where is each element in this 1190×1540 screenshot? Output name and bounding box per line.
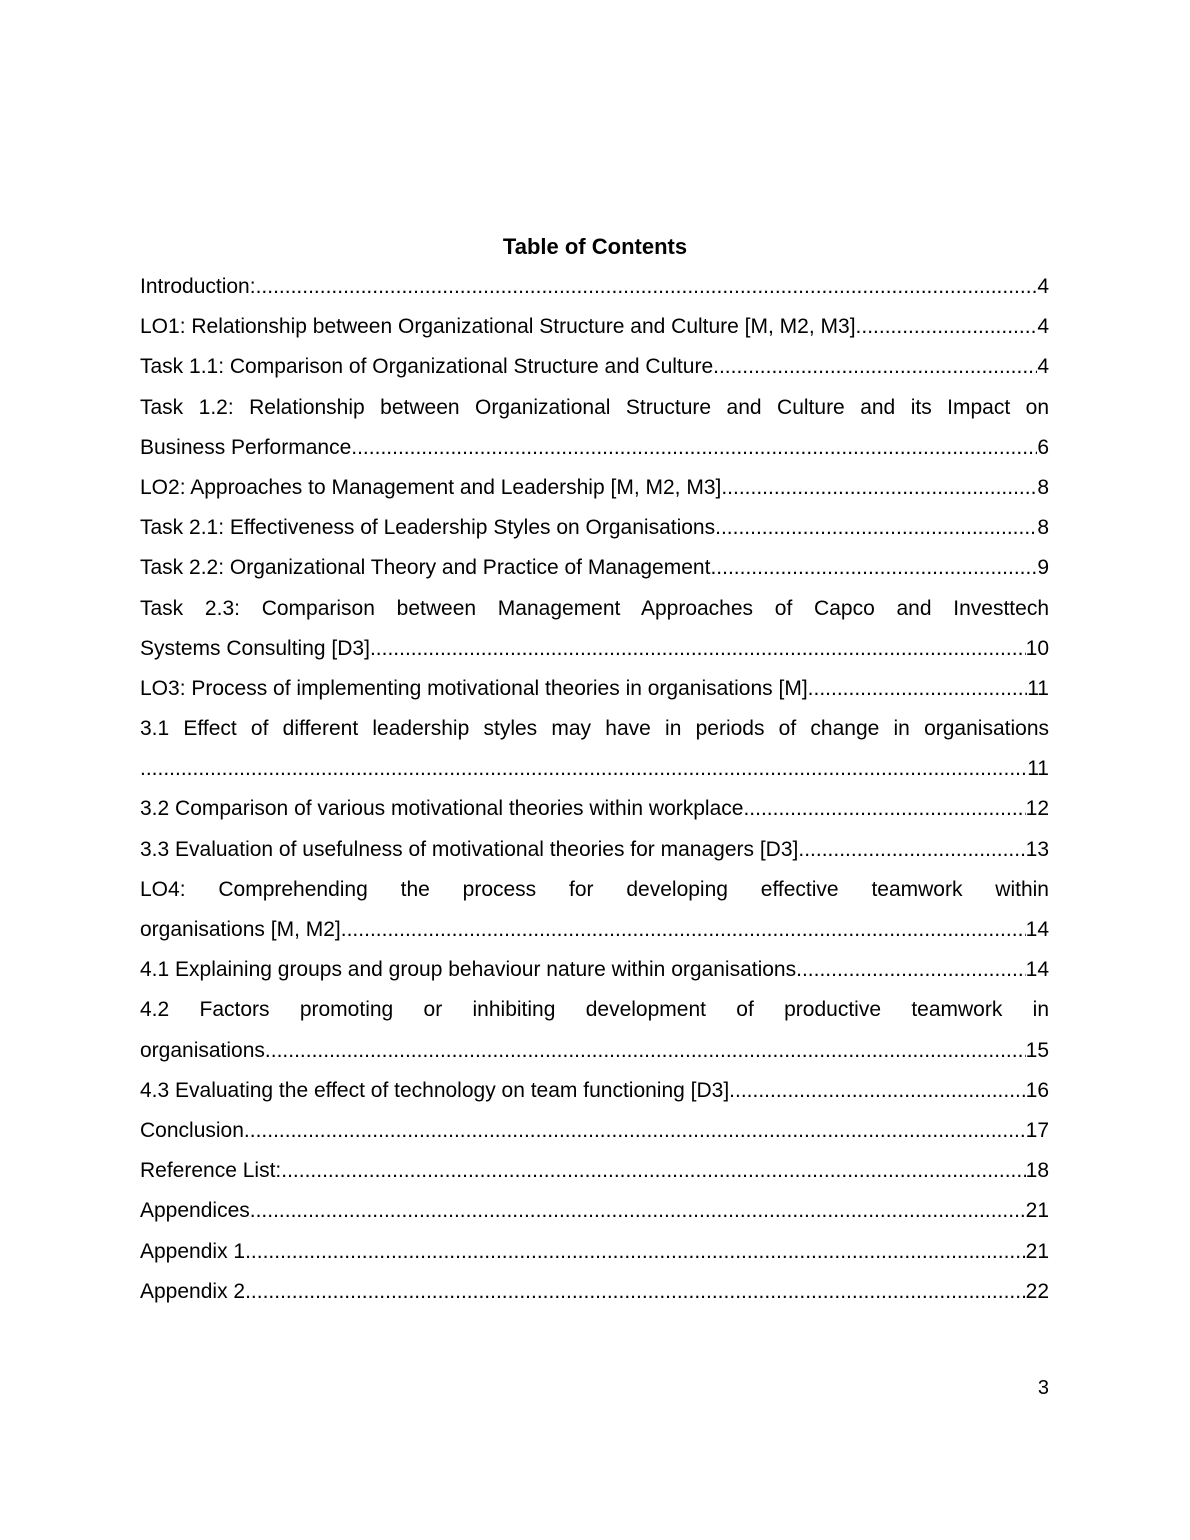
toc-dot-leader [798,830,1025,870]
toc-entry-text: organisations [140,1038,265,1062]
toc-entry-text: 4.1 Explaining groups and group behaviour nature within organisations [140,958,797,982]
toc-entry-lo2[interactable] [140,468,1049,508]
toc-entry-text: LO1: Relationship between Organizational Structure and Culture [M, M2, M3] [140,315,856,339]
toc-dot-leader [265,1031,1026,1071]
toc-entry-text: Introduction: [140,275,256,298]
toc-dot-leader [351,428,1037,468]
toc-dot-leader [715,508,1037,548]
toc-entry-appendix-2[interactable] [140,1272,1049,1312]
toc-entry-first-line: 3.1 Effect of different leadership styles may have in periods of change in organisations [140,717,1049,741]
toc-dot-leader [729,1071,1025,1111]
toc-heading: Table of Contents [502,234,688,259]
toc-entry-text: Task 1.1: Comparison of Organizational Structure and Culture [140,355,714,379]
toc-dot-leader [245,1272,1026,1312]
toc-dot-leader [856,307,1038,347]
toc-entry-text: Appendices [140,1199,250,1223]
toc-entry-task-2-3[interactable] [140,589,1049,669]
toc-page-number: 12 [1025,797,1049,821]
toc-page-number: 17 [1025,1118,1049,1142]
toc-page-number: 11 [1027,676,1049,700]
toc-entry-appendices[interactable] [140,1191,1049,1231]
toc-page-number: 15 [1025,1038,1049,1062]
toc-page-number: 4 [1037,315,1049,339]
toc-entry-text: LO2: Approaches to Management and Leadership [M, M2, M3] [140,475,722,499]
toc-entry-text: Business Performance [140,435,352,459]
toc-dot-leader [250,1191,1026,1231]
toc-dot-leader [281,1151,1025,1191]
toc-page-number: 14 [1025,958,1049,982]
toc-page-number: 10 [1025,636,1049,660]
toc-entry-introduction[interactable] [140,267,1049,307]
toc-page-number: 21 [1025,1239,1049,1263]
toc-entry-first-line: Task 2.3: Comparison between Management Approaches of Capco and Investtech [140,596,1049,620]
toc-entry-text: organisations [M, M2] [140,918,341,941]
toc-entry-3-2[interactable] [140,789,1049,829]
toc-dot-leader [713,347,1037,387]
toc-dot-leader [256,267,1038,307]
toc-page-number: 4 [1037,355,1049,379]
toc-entry-text: Task 2.2: Organizational Theory and Practice of Management [140,556,711,580]
toc-dot-leader [341,910,1026,950]
toc-page-number: 22 [1025,1279,1049,1303]
toc-entry-text: 3.2 Comparison of various motivational theories within workplace [140,797,744,821]
toc-entry-text: 3.3 Evaluation of usefulness of motivational theories for managers [D3] [140,837,799,861]
toc-entry-reference-list[interactable] [140,1151,1049,1191]
toc-entry-task-1-2[interactable] [140,388,1049,468]
toc-entry-4-3[interactable] [140,1071,1049,1111]
toc-page-number: 13 [1025,837,1049,861]
toc-entry-lo1[interactable] [140,307,1049,347]
toc-entry-text: 4.3 Evaluating the effect of technology on team functioning [D3] [140,1078,730,1102]
toc-dot-leader [710,548,1037,588]
table-of-contents [140,267,1049,1312]
toc-entry-task-2-2[interactable] [140,548,1049,588]
toc-page-number: 21 [1025,1199,1049,1223]
toc-entry-task-1-1[interactable] [140,347,1049,387]
toc-dot-leader [244,1111,1026,1151]
toc-entry-text: Conclusion [140,1118,244,1142]
toc-dot-leader [743,789,1025,829]
toc-page-number: 16 [1025,1078,1049,1102]
toc-dot-leader [370,629,1026,669]
toc-dot-leader [808,669,1028,709]
toc-entry-appendix-1[interactable] [140,1232,1049,1272]
toc-entry-first-line: Task 1.2: Relationship between Organizational Structure and Culture and its Impact on [140,395,1049,419]
toc-page-number: 18 [1025,1159,1049,1183]
toc-entry-first-line: 4.2 Factors promoting or inhibiting development of productive teamwork in [140,998,1049,1022]
toc-page-number: 8 [1037,475,1049,499]
toc-dot-leader [796,950,1026,990]
toc-entry-4-2[interactable] [140,990,1049,1070]
toc-page-number: 9 [1037,556,1049,580]
toc-entry-text: Appendix 1 [140,1239,246,1263]
toc-entry-text: LO3: Process of implementing motivational theories in organisations [M] [140,676,808,700]
toc-dot-leader [140,749,1027,789]
toc-entry-3-1[interactable] [140,709,1049,789]
toc-entry-lo3[interactable] [140,669,1049,709]
toc-entry-4-1[interactable] [140,950,1049,990]
toc-page-number: 8 [1037,516,1049,540]
page-number: 3 [1037,1377,1049,1399]
toc-entry-task-2-1[interactable] [140,508,1049,548]
toc-entry-text: Task 2.1: Effectiveness of Leadership Styles on Organisations [140,516,716,540]
toc-entry-text: Systems Consulting [D3] [140,636,370,660]
toc-dot-leader [721,468,1037,508]
toc-page-number: 6 [1037,435,1049,459]
toc-page-number: 4 [1037,275,1049,298]
toc-page-number: 11 [1027,757,1049,781]
toc-entry-text: Reference List: [140,1159,282,1183]
toc-entry-3-3[interactable] [140,830,1049,870]
toc-entry-lo4[interactable] [140,870,1049,950]
toc-dot-leader [245,1232,1026,1272]
toc-page-number: 14 [1025,918,1049,941]
toc-entry-text: Appendix 2 [140,1279,246,1303]
toc-entry-conclusion[interactable] [140,1111,1049,1151]
toc-entry-first-line: LO4: Comprehending the process for developing effective teamwork within [140,877,1049,901]
